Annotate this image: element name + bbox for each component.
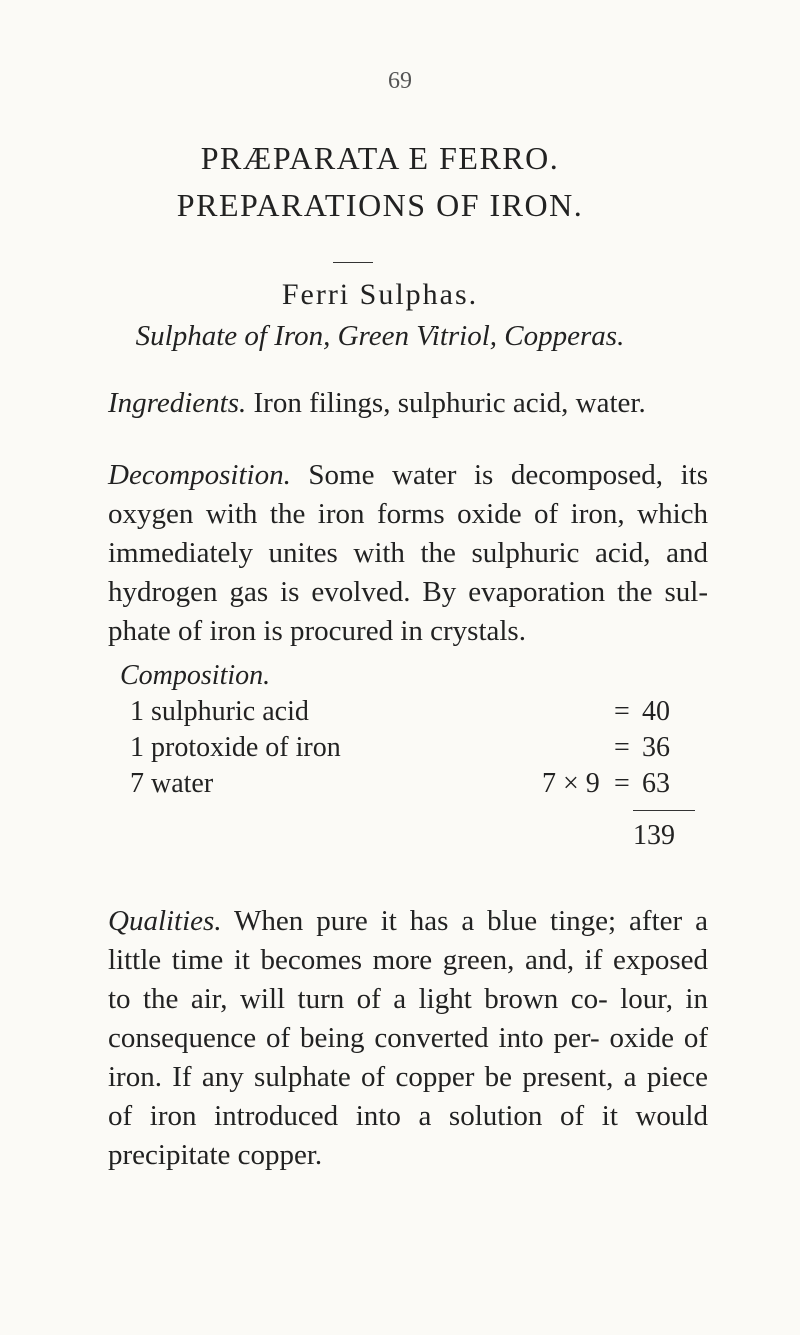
- equals-sign: =: [614, 732, 630, 763]
- component-name: 1 sulphuric acid: [130, 696, 309, 727]
- latin-title: PRÆPARATA E FERRO.: [200, 140, 560, 176]
- section-heading-text: Ferri Sulphas.: [281, 278, 479, 311]
- component-name: 1 protoxide of iron: [130, 732, 341, 763]
- component-value: 40: [642, 696, 670, 727]
- english-title: PREPARATIONS OF IRON.: [176, 187, 584, 223]
- qualities-paragraph: [108, 902, 708, 1175]
- qualities-heading: Qualities.: [108, 905, 222, 937]
- equals-sign: =: [614, 696, 630, 727]
- composition-row: [130, 768, 670, 804]
- composition-row: [130, 732, 670, 768]
- sum-rule: [633, 810, 695, 811]
- component-name: 7 water: [130, 768, 214, 799]
- component-multiplier: 7 × 9: [542, 768, 600, 799]
- decomposition-paragraph: [108, 456, 708, 651]
- ingredients-heading: Ingredients.: [108, 387, 247, 419]
- subtitle: Sulphate of Iron, Green Vitriol, Copperas.: [135, 320, 625, 352]
- component-value: 63: [642, 768, 670, 799]
- composition-heading: Composition.: [120, 660, 271, 691]
- section-heading: [0, 278, 760, 312]
- component-value: 36: [642, 732, 670, 763]
- decomposition-heading: Decomposition.: [108, 459, 291, 491]
- ingredients-paragraph: [108, 384, 708, 423]
- qualities-text: When pure it has a blue tinge; after a little time it becomes more green, and, if exposed to the air, will turn of a light brown co- lour, in consequence of being converted into per- oxide of iron. If any sulphate of copper be present, a piece of iron introduced into a solution of it would precipitate copper.: [108, 905, 708, 1171]
- page-number: 69: [388, 68, 412, 94]
- title-divider: [333, 262, 373, 263]
- decomposition-text: Some water is decomposed, its oxygen with the iron forms oxide of iron, which immediately unites with the sulphuric acid, and hydrogen gas is evolved. By evaporation the sul- phate of iron is procured in crystals.: [108, 459, 708, 647]
- composition-total: 139: [633, 820, 675, 851]
- equals-sign: =: [614, 768, 630, 799]
- composition-row: [130, 696, 670, 732]
- ingredients-text: Iron filings, sulphuric acid, water.: [246, 387, 646, 419]
